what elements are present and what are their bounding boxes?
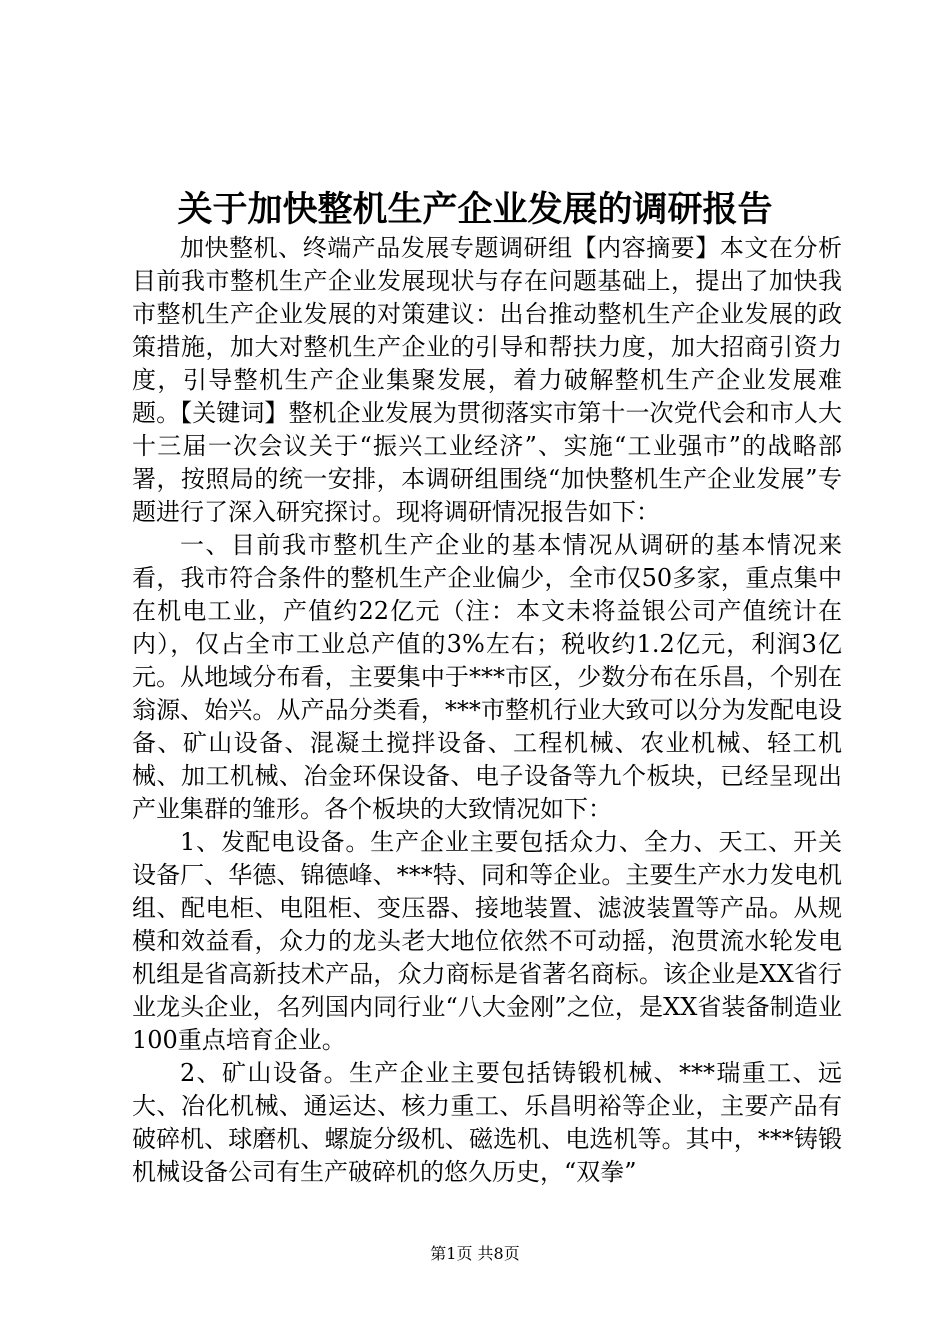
paragraph-item-2: 2、矿山设备。生产企业主要包括铸锻机械、***瑞重工、远大、冶化机械、通运达、核力重工、乐昌明裕等企业，主要产品有破碎机、球磨机、螺旋分级机、磁选机、电选机等。其中，***铸锻机械设备公司有生产破碎机的悠久历史，“双拳” xyxy=(132,1059,842,1186)
page-number-footer: 第1页 共8页 xyxy=(430,1244,520,1263)
document-body xyxy=(132,232,842,1189)
paragraph-section-1: 一、目前我市整机生产企业的基本情况从调研的基本情况来看，我市符合条件的整机生产企业偏少，全市仅50多家，重点集中在机电工业，产值约22亿元（注：本文未将益银公司产值统计在内），仅占全市工业总产值的3%左右；税收约1.2亿元，利润3亿元。从地域分布看，主要集中于***市区，少数分布在乐昌，个别在翁源、始兴。从产品分类看，***市整机行业大致可以分为发配电设备、矿山设备、混凝土搅拌设备、工程机械、农业机械、轻工机械、加工机械、冶金环保设备、电子设备等九个板块，已经呈现出产业集群的雏形。各个板块的大致情况如下： xyxy=(132,531,842,823)
paragraph-item-1: 1、发配电设备。生产企业主要包括众力、全力、天工、开关设备厂、华德、锦德峰、***特、同和等企业。主要生产水力发电机组、配电柜、电阻柜、变压器、接地装置、滤波装置等产品。从规模和效益看，众力的龙头老大地位依然不可动摇，泡贯流水轮发电机组是省高新技术产品，众力商标是省著名商标。该企业是XX省行业龙头企业，名列国内同行业“八大金刚”之位，是XX省装备制造业100重点培育企业。 xyxy=(132,828,842,1054)
paragraph-abstract: 加快整机、终端产品发展专题调研组【内容摘要】本文在分析目前我市整机生产企业发展现状与存在问题基础上，提出了加快我市整机生产企业发展的对策建议：出台推动整机生产企业发展的政策措施，加大对整机生产企业的引导和帮扶力度，加大招商引资力度，引导整机生产企业集聚发展，着力破解整机生产企业发展难题。【关键词】整机企业发展为贯彻落实市第十一次党代会和市人大十三届一次会议关于“振兴工业经济”、实施“工业强市”的战略部署，按照局的统一安排，本调研组围绕“加快整机生产企业发展”专题进行了深入研究探讨。现将调研情况报告如下： xyxy=(132,234,842,526)
document-title: 关于加快整机生产企业发展的调研报告 xyxy=(177,189,773,230)
